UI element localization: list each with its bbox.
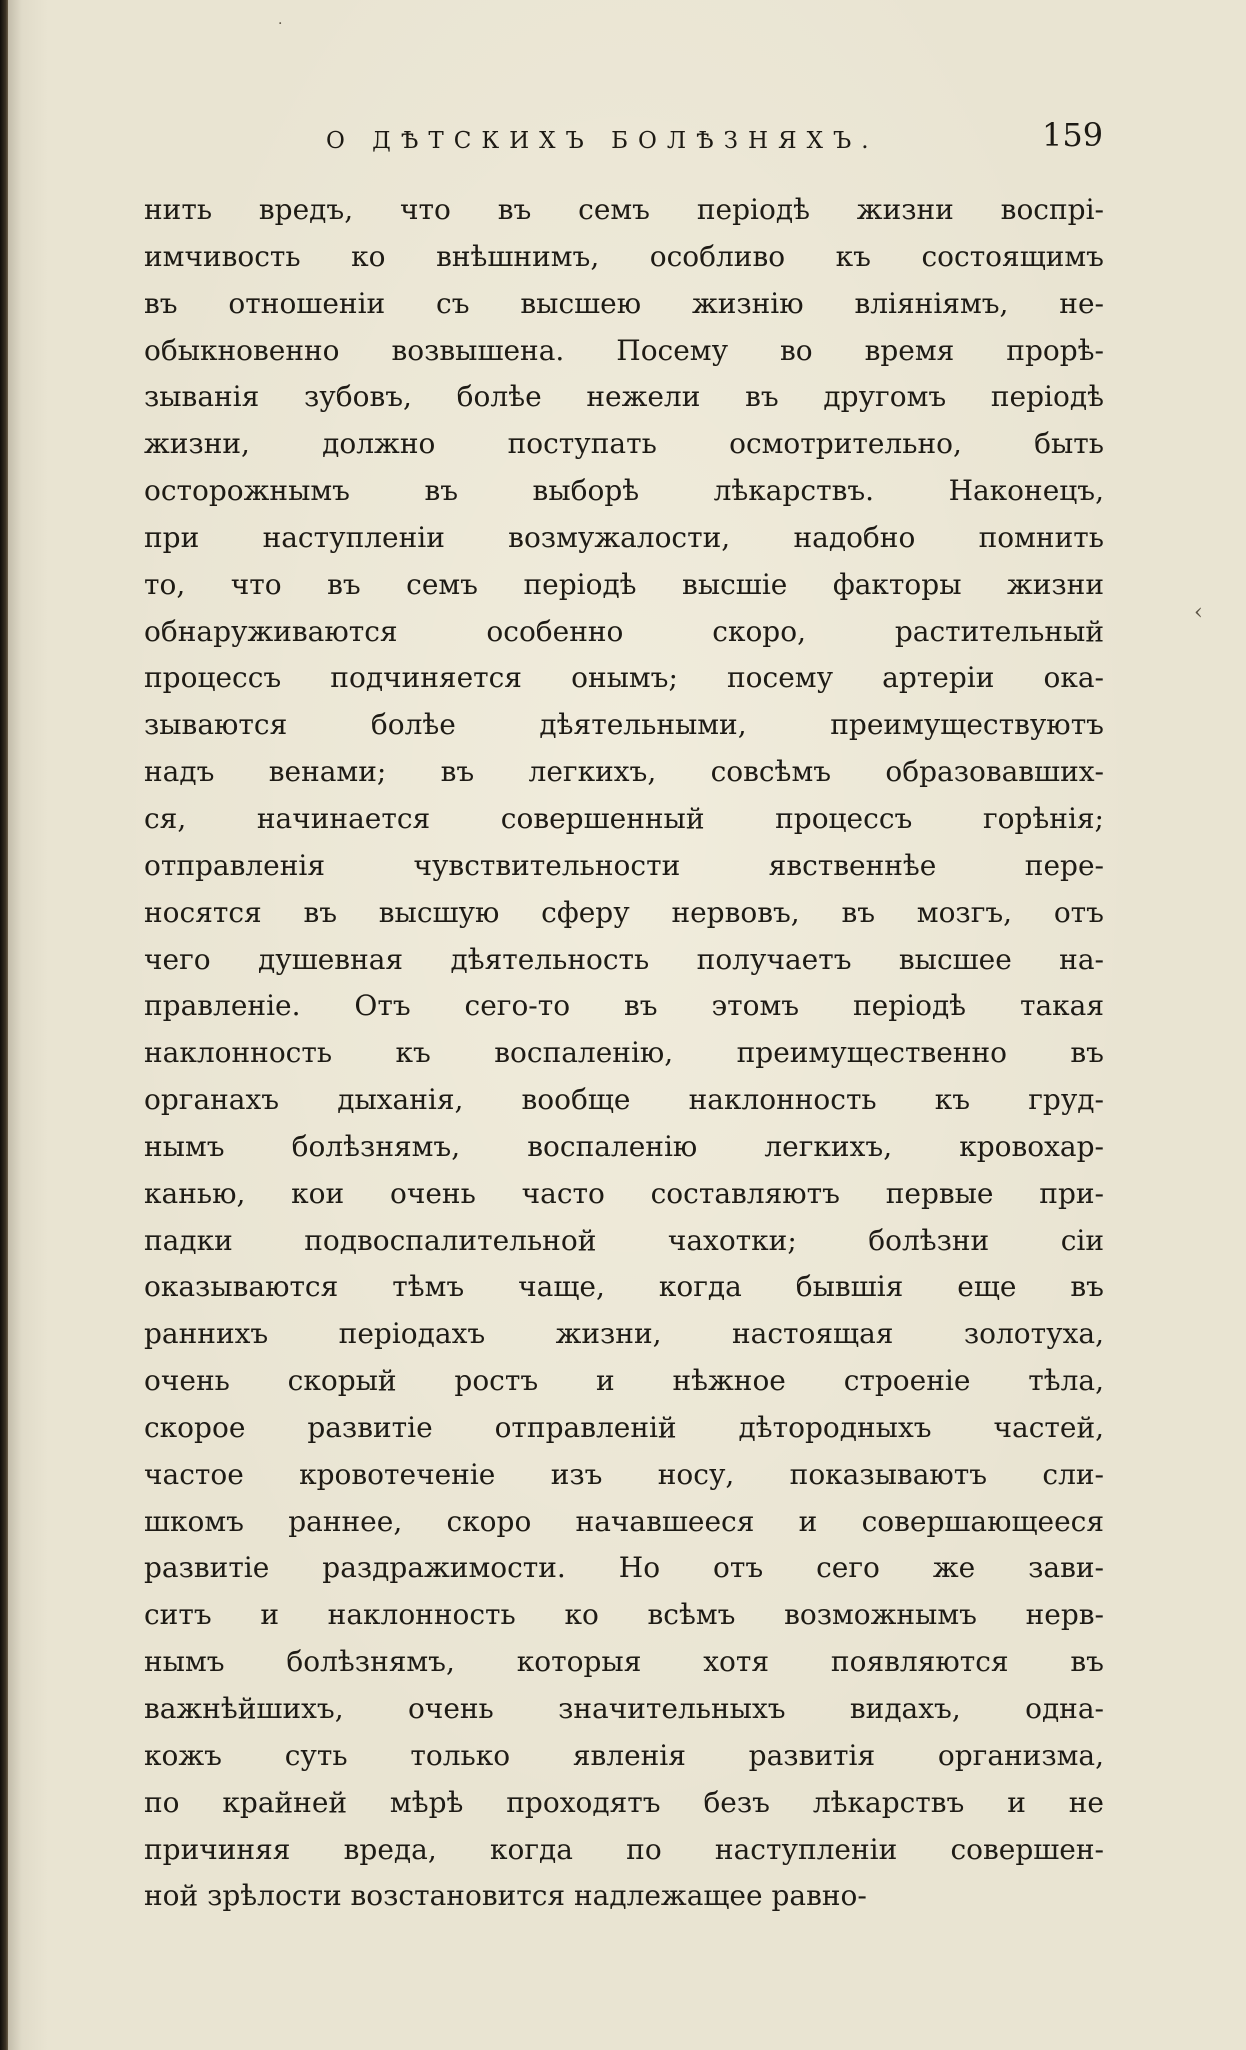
text-line: осторожнымъ въ выборѣ лѣкарствъ. Наконецъ, bbox=[144, 474, 1104, 508]
text-line: падки подвоспалительной чахотки; болѣзни сіи bbox=[144, 1223, 1104, 1257]
text-line: отправленія чувствительности явственнѣе пере- bbox=[144, 848, 1104, 882]
text-line: канью, кои очень часто составляютъ первые при- bbox=[144, 1176, 1104, 1210]
text-line: наклонность къ воспаленію, преимущественно въ bbox=[144, 1036, 1104, 1070]
text-line: носятся въ высшую сферу нервовъ, въ мозгъ, отъ bbox=[144, 895, 1104, 929]
body-text bbox=[144, 187, 1104, 1920]
text-line: правленіе. Отъ сего-то въ этомъ періодѣ такая bbox=[144, 989, 1104, 1023]
text-line: по крайней мѣрѣ проходятъ безъ лѣкарствъ и не bbox=[144, 1785, 1104, 1819]
text-line: нить вредъ, что въ семъ періодѣ жизни воспрі- bbox=[144, 193, 1104, 226]
margin-speck: ‹ bbox=[1194, 600, 1203, 625]
page-number: 159 bbox=[1042, 116, 1104, 154]
text-line: зыванія зубовъ, болѣе нежели въ другомъ періодѣ bbox=[144, 380, 1104, 414]
text-line: обыкновенно возвышена. Посему во время прорѣ- bbox=[144, 333, 1104, 367]
margin-speck: · bbox=[278, 16, 283, 32]
text-line: то, что въ семъ періодѣ высшіе факторы жизни bbox=[144, 567, 1104, 601]
text-line: кожъ суть только явленія развитія организма, bbox=[144, 1738, 1104, 1772]
text-line: оказываются тѣмъ чаще, когда бывшія еще въ bbox=[144, 1270, 1104, 1304]
text-line: въ отношеніи съ высшею жизнію вліяніямъ, не- bbox=[144, 286, 1104, 320]
text-line: надъ венами; въ легкихъ, совсѣмъ образовавших- bbox=[144, 755, 1104, 789]
text-line: причиняя вреда, когда по наступленіи совершен- bbox=[144, 1832, 1104, 1866]
running-head: О ДѢТСКИХЪ БОЛѢЗНЯХЪ. bbox=[326, 128, 879, 154]
text-line: обнаруживаются особенно скоро, растительный bbox=[144, 614, 1104, 648]
text-line: развитіе раздражимости. Но отъ сего же зави- bbox=[144, 1551, 1104, 1585]
text-line: очень скорый ростъ и нѣжное строеніе тѣла, bbox=[144, 1364, 1104, 1398]
text-line: нымъ болѣзнямъ, которыя хотя появляются въ bbox=[144, 1645, 1104, 1679]
text-line: зываются болѣе дѣятельными, преимуществуютъ bbox=[144, 708, 1104, 742]
text-line: ся, начинается совершенный процессъ горѣнія; bbox=[144, 801, 1104, 835]
text-line: раннихъ періодахъ жизни, настоящая золотуха, bbox=[144, 1317, 1104, 1351]
text-line: при наступленіи возмужалости, надобно помнить bbox=[144, 520, 1104, 554]
text-line: ной зрѣлости возстановится надлежащее равно- bbox=[144, 1879, 867, 1913]
text-line: важнѣйшихъ, очень значительныхъ видахъ, одна- bbox=[144, 1692, 1104, 1725]
text-line: ситъ и наклонность ко всѣмъ возможнымъ нерв- bbox=[144, 1598, 1104, 1632]
text-line: частое кровотеченіе изъ носу, показываютъ сли- bbox=[144, 1457, 1104, 1491]
text-line: процессъ подчиняется онымъ; посему артеріи ока- bbox=[144, 661, 1104, 695]
text-line: имчивость ко внѣшнимъ, особливо къ состоящимъ bbox=[144, 239, 1104, 273]
text-line: шкомъ раннее, скоро начавшееся и совершающееся bbox=[144, 1504, 1104, 1538]
text-line: органахъ дыханія, вообще наклонность къ груд- bbox=[144, 1083, 1104, 1117]
text-line: чего душевная дѣятельность получаетъ высшее на- bbox=[144, 942, 1104, 976]
spine-shadow bbox=[0, 0, 8, 2050]
text-line: скорое развитіе отправленій дѣтородныхъ частей, bbox=[144, 1410, 1104, 1444]
text-line: жизни, должно поступать осмотрительно, быть bbox=[144, 427, 1104, 461]
text-line: нымъ болѣзнямъ, воспаленію легкихъ, кровохар- bbox=[144, 1129, 1104, 1163]
book-page bbox=[8, 0, 1246, 2050]
